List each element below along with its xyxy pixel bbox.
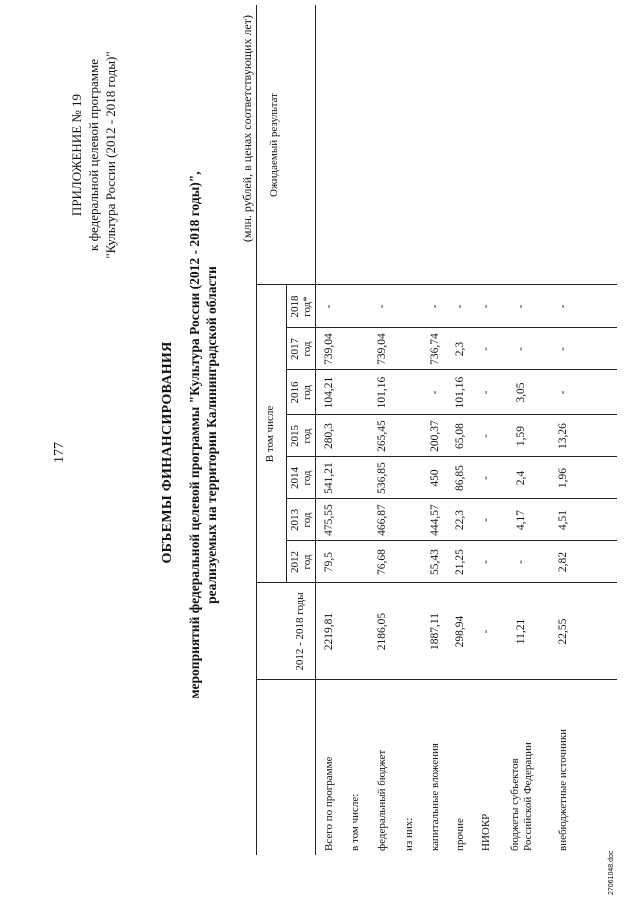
row-total: 2186,05 xyxy=(376,612,388,651)
row-year-value: - xyxy=(557,347,569,351)
row-total: 1887,11 xyxy=(429,613,441,650)
row-label: федеральный бюджет xyxy=(376,749,388,851)
row-label: Российской Федерации xyxy=(522,742,534,851)
header-year-suffix: год xyxy=(301,384,313,401)
row-year-value: 466,87 xyxy=(376,504,388,536)
row-year-value: 101,16 xyxy=(454,376,466,409)
row-year-value: - xyxy=(429,304,441,309)
row-year-value: 65,08 xyxy=(454,423,466,449)
row-year-value: 1,96 xyxy=(557,467,569,489)
row-year-value: 55,43 xyxy=(429,549,441,575)
row-year-value: - xyxy=(454,304,466,309)
header-year-2018: 2018 xyxy=(289,295,301,318)
header-year-suffix: год xyxy=(301,554,313,570)
header-year-suffix: год xyxy=(301,428,313,444)
row-year-value: 4,17 xyxy=(515,509,527,531)
row-year-value: - xyxy=(557,390,569,395)
row-year-value: - xyxy=(376,304,388,309)
row-year-value: 536,85 xyxy=(376,462,388,494)
header-year-2016: 2016 xyxy=(289,381,301,404)
row-year-value: - xyxy=(480,390,492,395)
row-year-value: 21,25 xyxy=(454,549,466,575)
subtitle-line-1: мероприятий федеральной целевой программы "Культура России (2012 - 2018 годы)", xyxy=(187,171,202,699)
row-label: НИОКР xyxy=(480,813,492,851)
row-year-value: - xyxy=(480,347,492,351)
row-year-value: 739,04 xyxy=(376,333,388,365)
row-label: внебюджетные источники xyxy=(557,728,569,851)
row-year-value: - xyxy=(480,560,492,564)
row-year-value: 79,5 xyxy=(323,551,335,573)
row-year-value: 22,3 xyxy=(454,509,466,531)
doc-id: 27061048.doc xyxy=(608,850,615,895)
row-year-value: 13,26 xyxy=(557,423,569,449)
row-total: - xyxy=(480,629,492,634)
row-total: 22,55 xyxy=(557,618,569,645)
header-year-suffix: год xyxy=(301,512,313,528)
header-year-suffix: год xyxy=(301,341,313,357)
annex-line-3: "Культура России (2012 - 2018 годы)" xyxy=(103,51,118,259)
row-year-value: 736,74 xyxy=(429,333,441,365)
document-subtitle xyxy=(186,85,220,785)
row-year-value: 1,59 xyxy=(515,425,527,447)
row-year-value: - xyxy=(323,304,335,309)
annex-line-2: к федеральной целевой программе xyxy=(86,59,101,251)
page-number: 177 xyxy=(52,442,67,463)
row-year-value: 200,37 xyxy=(429,420,441,452)
row-year-value: - xyxy=(480,434,492,438)
header-split-line xyxy=(286,285,287,583)
row-year-value: 86,85 xyxy=(454,465,466,491)
row-label: прочие xyxy=(454,818,466,851)
row-year-value: 76,68 xyxy=(376,549,388,575)
row-year-value: - xyxy=(557,304,569,309)
row-year-value: 2,82 xyxy=(557,551,569,573)
annex-header xyxy=(68,5,119,305)
row-label: капитальные вложения xyxy=(429,743,441,851)
row-year-value: 2,4 xyxy=(515,470,527,486)
header-year-2012: 2012 xyxy=(289,551,301,573)
annex-line-1: ПРИЛОЖЕНИЕ № 19 xyxy=(69,93,84,217)
row-year-value: - xyxy=(515,560,527,564)
row-year-value: 4,51 xyxy=(557,509,569,531)
header-bottom-border xyxy=(315,5,316,855)
document-title: ОБЪЕМЫ ФИНАНСИРОВАНИЯ xyxy=(160,341,175,564)
row-label: в том числе: xyxy=(349,793,361,851)
row-label: из них: xyxy=(403,817,415,851)
row-year-value: - xyxy=(480,304,492,309)
header-year-2017: 2017 xyxy=(289,338,301,360)
row-year-value: 450 xyxy=(429,469,441,487)
header-year-suffix: год* xyxy=(301,296,313,317)
row-year-value: 101,16 xyxy=(376,376,388,409)
row-year-value: - xyxy=(429,390,441,395)
table-top-border xyxy=(256,5,257,855)
row-year-value: 104,21 xyxy=(323,376,335,409)
row-year-value: 541,21 xyxy=(323,462,335,494)
units-note: (млн. рублей, в ценах соответствующих лет) xyxy=(240,15,254,243)
header-total: 2012 - 2018 годы xyxy=(294,592,306,671)
header-expected-result: Ожидаемый результат xyxy=(268,93,280,197)
row-year-value: - xyxy=(515,304,527,309)
row-year-value: 3,05 xyxy=(515,382,527,403)
row-year-value: 739,04 xyxy=(323,333,335,365)
row-year-value: 280,3 xyxy=(323,423,335,449)
row-label: бюджеты субъектов xyxy=(509,758,521,851)
row-label: Всего по программе xyxy=(323,756,335,851)
header-year-2014: 2014 xyxy=(289,467,301,489)
header-year-2013: 2013 xyxy=(289,509,301,531)
row-total: 2219,81 xyxy=(323,612,335,651)
row-total: 298,94 xyxy=(454,615,466,648)
header-including: В том числе xyxy=(264,405,276,463)
row-year-value: - xyxy=(515,347,527,351)
header-year-suffix: год xyxy=(301,470,313,486)
row-year-value: 2,3 xyxy=(454,341,466,357)
row-year-value: 475,55 xyxy=(323,504,335,536)
subtitle-line-2: реализуемых на территории Калининградской области xyxy=(204,266,219,604)
row-total: 11,21 xyxy=(515,618,527,645)
row-year-value: 444,57 xyxy=(429,504,441,536)
row-year-value: - xyxy=(480,518,492,522)
header-year-2015: 2015 xyxy=(289,425,301,447)
row-year-value: 265,45 xyxy=(376,420,388,452)
row-year-value: - xyxy=(480,476,492,480)
